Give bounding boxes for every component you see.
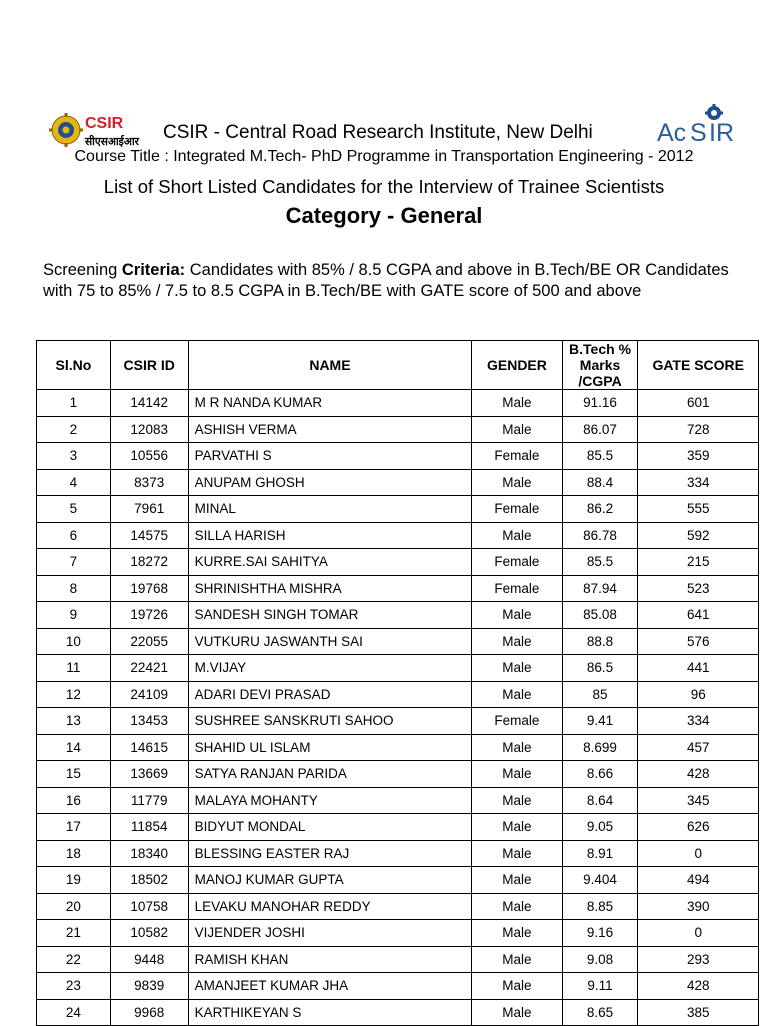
table-row [37,390,759,417]
candidates-table [36,340,759,1026]
cell-csir-id: 13669 [110,761,188,788]
cell-gender: Male [472,390,562,417]
cell-csir-id: 9448 [110,946,188,973]
cell-name: AMANJEET KUMAR JHA [188,973,472,1000]
acsir-logo-text-b: S [690,119,707,146]
cell-marks: 9.08 [562,946,638,973]
table-row [37,761,759,788]
cell-gate-score: 523 [638,575,759,602]
cell-marks: 85.5 [562,549,638,576]
cell-name: SUSHREE SANSKRUTI SAHOO [188,708,472,735]
cell-gate-score: 641 [638,602,759,629]
cell-csir-id: 19726 [110,602,188,629]
cell-gender: Male [472,681,562,708]
cell-gate-score: 359 [638,443,759,470]
cell-csir-id: 12083 [110,416,188,443]
cell-marks: 86.78 [562,522,638,549]
cell-marks: 88.8 [562,628,638,655]
table-row [37,973,759,1000]
cell-name: VUTKURU JASWANTH SAI [188,628,472,655]
acsir-logo-text-c: IR [709,119,734,146]
table-header-row [37,341,759,390]
category-heading: Category - General [285,203,483,228]
table-row [37,708,759,735]
cell-gender: Female [472,708,562,735]
csir-gear-icon [49,113,83,147]
cell-csir-id: 24109 [110,681,188,708]
cell-marks: 9.404 [562,867,638,894]
cell-gate-score: 390 [638,893,759,920]
cell-csir-id: 7961 [110,496,188,523]
cell-gate-score: 96 [638,681,759,708]
cell-name: SHRINISHTHA MISHRA [188,575,472,602]
cell-name: MINAL [188,496,472,523]
header-marks-line2: Marks [579,357,621,373]
cell-csir-id: 10582 [110,920,188,947]
table-row [37,469,759,496]
cell-slno: 24 [37,999,111,1026]
cell-gender: Male [472,602,562,629]
cell-name: ANUPAM GHOSH [188,469,472,496]
cell-slno: 18 [37,840,111,867]
table-row [37,999,759,1026]
screening-criteria [43,260,761,302]
header-marks-line3: /CGPA [578,373,622,389]
cell-gender: Female [472,443,562,470]
cell-gender: Male [472,840,562,867]
cell-gender: Male [472,946,562,973]
cell-marks: 86.2 [562,496,638,523]
cell-csir-id: 22421 [110,655,188,682]
cell-name: ASHISH VERMA [188,416,472,443]
acsir-logo-text-a: Ac [657,119,687,146]
cell-marks: 87.94 [562,575,638,602]
cell-gate-score: 385 [638,999,759,1026]
cell-gate-score: 728 [638,416,759,443]
cell-name: SILLA HARISH [188,522,472,549]
cell-csir-id: 11779 [110,787,188,814]
cell-gender: Male [472,814,562,841]
cell-name: BIDYUT MONDAL [188,814,472,841]
cell-csir-id: 19768 [110,575,188,602]
header-slno: Sl.No [37,341,111,390]
table-row [37,681,759,708]
cell-marks: 8.64 [562,787,638,814]
cell-gender: Male [472,973,562,1000]
cell-slno: 11 [37,655,111,682]
cell-slno: 5 [37,496,111,523]
cell-name: PARVATHI S [188,443,472,470]
cell-gate-score: 592 [638,522,759,549]
cell-csir-id: 18272 [110,549,188,576]
cell-csir-id: 13453 [110,708,188,735]
cell-slno: 7 [37,549,111,576]
cell-name: BLESSING EASTER RAJ [188,840,472,867]
cell-gate-score: 334 [638,469,759,496]
cell-marks: 85.08 [562,602,638,629]
cell-csir-id: 10758 [110,893,188,920]
cell-csir-id: 10556 [110,443,188,470]
cell-marks: 9.41 [562,708,638,735]
cell-name: MALAYA MOHANTY [188,787,472,814]
cell-name: SHAHID UL ISLAM [188,734,472,761]
cell-csir-id: 11854 [110,814,188,841]
cell-csir-id: 14615 [110,734,188,761]
cell-name: VIJENDER JOSHI [188,920,472,947]
cell-gate-score: 293 [638,946,759,973]
cell-marks: 91.16 [562,390,638,417]
cell-gender: Male [472,999,562,1026]
cell-csir-id: 9839 [110,973,188,1000]
cell-gender: Male [472,920,562,947]
cell-slno: 12 [37,681,111,708]
cell-gender: Male [472,655,562,682]
cell-gate-score: 576 [638,628,759,655]
cell-gate-score: 345 [638,787,759,814]
table-row [37,522,759,549]
header-csir-id: CSIR ID [110,341,188,390]
criteria-prefix: Screening [43,261,122,279]
cell-gender: Female [472,549,562,576]
cell-csir-id: 18340 [110,840,188,867]
header-gender: GENDER [472,341,562,390]
table-row [37,416,759,443]
cell-name: M R NANDA KUMAR [188,390,472,417]
cell-gate-score: 0 [638,840,759,867]
cell-marks: 86.5 [562,655,638,682]
cell-name: MANOJ KUMAR GUPTA [188,867,472,894]
header-marks-line1: B.Tech % [569,341,632,357]
header-gate-score: GATE SCORE [638,341,759,390]
acsir-gear-icon [705,104,723,120]
cell-gender: Female [472,496,562,523]
cell-marks: 8.699 [562,734,638,761]
table-row [37,787,759,814]
cell-gate-score: 601 [638,390,759,417]
cell-marks: 88.4 [562,469,638,496]
cell-name: SATYA RANJAN PARIDA [188,761,472,788]
table-row [37,628,759,655]
table-row [37,496,759,523]
cell-slno: 23 [37,973,111,1000]
cell-gate-score: 626 [638,814,759,841]
cell-slno: 17 [37,814,111,841]
cell-csir-id: 14575 [110,522,188,549]
acsir-logo [656,104,742,146]
cell-csir-id: 8373 [110,469,188,496]
cell-name: ADARI DEVI PRASAD [188,681,472,708]
cell-csir-id: 22055 [110,628,188,655]
cell-slno: 8 [37,575,111,602]
cell-gate-score: 494 [638,867,759,894]
cell-slno: 10 [37,628,111,655]
cell-slno: 19 [37,867,111,894]
table-row [37,443,759,470]
cell-marks: 9.11 [562,973,638,1000]
table-row [37,549,759,576]
table-row [37,840,759,867]
cell-marks: 85 [562,681,638,708]
cell-slno: 14 [37,734,111,761]
table-row [37,946,759,973]
cell-marks: 86.07 [562,416,638,443]
cell-gate-score: 428 [638,973,759,1000]
cell-marks: 9.16 [562,920,638,947]
cell-slno: 13 [37,708,111,735]
cell-gender: Female [472,575,562,602]
cell-gender: Male [472,469,562,496]
cell-slno: 1 [37,390,111,417]
cell-gender: Male [472,522,562,549]
cell-name: RAMISH KHAN [188,946,472,973]
cell-name: SANDESH SINGH TOMAR [188,602,472,629]
cell-name: KURRE.SAI SAHITYA [188,549,472,576]
cell-gate-score: 428 [638,761,759,788]
csir-logo-hindi: सीएसआईआर [85,135,142,148]
table-row [37,575,759,602]
csir-logo [48,112,148,148]
cell-slno: 3 [37,443,111,470]
table-row [37,814,759,841]
cell-gender: Male [472,734,562,761]
cell-gender: Male [472,787,562,814]
table-body [37,390,759,1026]
cell-slno: 6 [37,522,111,549]
cell-marks: 8.85 [562,893,638,920]
cell-gate-score: 215 [638,549,759,576]
table-row [37,867,759,894]
cell-slno: 21 [37,920,111,947]
cell-marks: 85.5 [562,443,638,470]
cell-name: M.VIJAY [188,655,472,682]
cell-gender: Male [472,416,562,443]
cell-marks: 8.65 [562,999,638,1026]
cell-csir-id: 9968 [110,999,188,1026]
cell-marks: 8.66 [562,761,638,788]
csir-logo-word: CSIR [85,115,124,132]
cell-slno: 9 [37,602,111,629]
cell-gate-score: 555 [638,496,759,523]
institute-title: CSIR - Central Road Research Institute, New Delhi [163,122,593,143]
criteria-label: Criteria: [121,261,186,279]
cell-slno: 22 [37,946,111,973]
cell-gate-score: 457 [638,734,759,761]
cell-gender: Male [472,628,562,655]
cell-slno: 4 [37,469,111,496]
table-row [37,602,759,629]
cell-gate-score: 441 [638,655,759,682]
cell-gate-score: 0 [638,920,759,947]
cell-name: KARTHIKEYAN S [188,999,472,1026]
cell-gender: Male [472,761,562,788]
course-title: Course Title : Integrated M.Tech- PhD Programme in Transportation Engineering - 2012 [74,148,694,165]
cell-slno: 15 [37,761,111,788]
table-row [37,655,759,682]
cell-marks: 9.05 [562,814,638,841]
cell-gender: Male [472,893,562,920]
list-subtitle: List of Short Listed Candidates for the Interview of Trainee Scientists [103,176,665,197]
cell-slno: 20 [37,893,111,920]
criteria-text: Candidates with 85% / 8.5 CGPA and above in B.Tech/BE OR Candidates with 75 to 85% / 7.5 to 8.5 CGPA in B.Tech/BE with GATE score of 500 and above [43,261,729,300]
cell-csir-id: 14142 [110,390,188,417]
cell-gender: Male [472,867,562,894]
cell-name: LEVAKU MANOHAR REDDY [188,893,472,920]
cell-marks: 8.91 [562,840,638,867]
header-name: NAME [188,341,472,390]
cell-slno: 2 [37,416,111,443]
table-row [37,734,759,761]
table-row [37,893,759,920]
cell-slno: 16 [37,787,111,814]
cell-csir-id: 18502 [110,867,188,894]
header-marks [562,341,638,390]
table-row [37,920,759,947]
cell-gate-score: 334 [638,708,759,735]
